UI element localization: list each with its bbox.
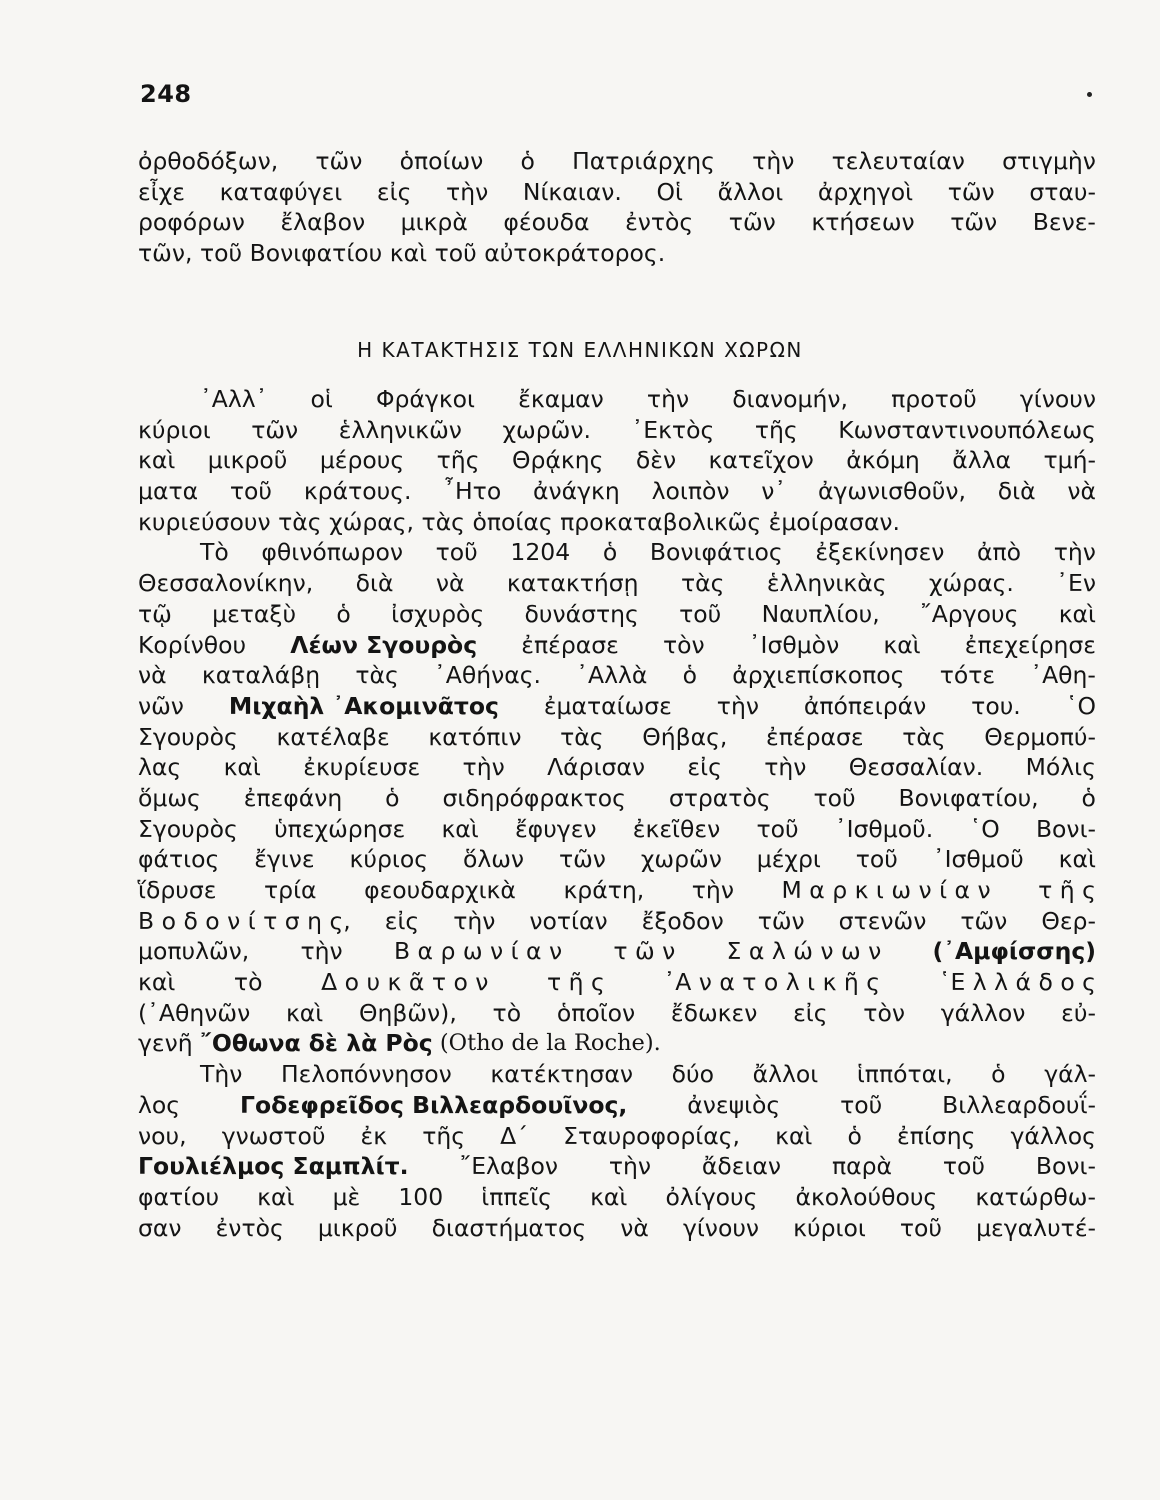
word: ἐξεκίνησεν: [815, 538, 945, 567]
word: ὁ: [991, 1060, 1006, 1089]
text-line: [138, 967, 1096, 998]
word: διανομήν,: [732, 385, 849, 413]
word: καὶ: [775, 1121, 813, 1150]
word: φεουδαρχικὰ: [364, 876, 516, 904]
word: ὅλων: [462, 845, 525, 874]
word: τοῦ: [840, 1090, 883, 1119]
word: τῷ: [138, 599, 172, 628]
word: Θηβῶν),: [358, 998, 457, 1027]
word: ὅμως: [138, 783, 201, 812]
word: ἄλλα: [952, 446, 1012, 475]
text-line: [138, 537, 1096, 568]
word: κατώρθω-: [975, 1182, 1096, 1211]
text-line: [138, 783, 1096, 814]
text-line: [138, 1059, 1096, 1090]
word: κυριεύσουν: [138, 507, 271, 536]
word: Θρᾴκης: [511, 446, 604, 475]
text-line: [138, 1121, 1096, 1152]
word: διὰ: [997, 477, 1036, 506]
word: ἄλλοι: [717, 177, 784, 206]
word: τὰς: [681, 569, 725, 598]
word: ὁποίων: [399, 147, 484, 175]
word: σταυ-: [1029, 177, 1096, 206]
word: Λάρισαν: [547, 753, 646, 782]
word: τελευταίαν: [831, 147, 965, 175]
word: ἄλλοι: [752, 1060, 819, 1089]
word: ᾿Ισθμὸν: [748, 630, 840, 659]
word: φατίου: [138, 1182, 220, 1211]
section-heading: Η ΚΑΤΑΚΤΗΣΙΣ ΤΩΝ ΕΛΛΗΝΙΚΩΝ ΧΩΡΩΝ: [357, 338, 803, 362]
word: Θήβας,: [642, 722, 728, 751]
word: ἄδειαν: [701, 1152, 782, 1181]
word: ἀρχιεπίσκοπος: [732, 661, 905, 690]
word: καὶ: [285, 998, 324, 1027]
word: νὰ: [435, 569, 465, 598]
word: τὴν: [716, 691, 759, 720]
word: καὶ: [1058, 845, 1096, 874]
word: φάτιος: [138, 845, 220, 874]
word: κατέκτησαν: [490, 1060, 633, 1089]
word: ἐπίσης: [897, 1121, 976, 1150]
word: Θερ-: [1041, 906, 1096, 935]
word: τοῦ: [899, 1213, 943, 1242]
word: ἐπέρασε: [766, 722, 864, 751]
word: τῶν: [757, 906, 805, 935]
word: καὶ: [590, 1182, 628, 1211]
word: κατέλαβε: [276, 722, 390, 751]
word: χώρας.: [928, 569, 1014, 598]
word: Σγουρὸς: [138, 722, 238, 751]
word: ᾿Εν: [1056, 569, 1096, 598]
word: στενῶν: [838, 906, 927, 935]
text-line: [138, 207, 1096, 238]
word: μεταξὺ: [212, 599, 297, 628]
word: ἐμοίρασαν.: [768, 507, 901, 536]
word: δύο: [671, 1060, 714, 1089]
word: Νίκαιαν.: [522, 177, 622, 206]
word: τότε: [939, 661, 996, 690]
word: τὴν: [608, 1152, 652, 1181]
word: σαν: [138, 1213, 182, 1242]
text-line: [138, 1182, 1096, 1213]
word: ᾿Αθήνας.: [434, 661, 542, 690]
word: Οἱ: [656, 177, 683, 206]
word: τὴν: [300, 937, 343, 966]
word: (Otho de la Roche).: [439, 1030, 661, 1057]
text-line: [138, 415, 1096, 446]
word: ῏Ητο: [443, 477, 502, 506]
word: κύριος: [349, 845, 429, 874]
word: τῶν: [558, 845, 606, 874]
word: Μ α ρ κ ι ω ν ί α ν: [781, 876, 991, 904]
word: λος: [138, 1090, 181, 1119]
word: Βονι-: [1035, 1152, 1096, 1181]
word: μικροῦ: [207, 446, 288, 475]
word: εἰς: [384, 906, 420, 935]
word: λας: [138, 753, 182, 782]
word: ῎Ελαβον: [459, 1152, 558, 1181]
word: μικρὰ: [400, 208, 468, 237]
word: καταφύγει: [219, 177, 343, 206]
text-line: [138, 384, 1096, 415]
word: νὰ: [1067, 477, 1096, 506]
word: κτήσεων: [811, 208, 915, 237]
word: τῆς: [754, 415, 798, 444]
word: ὁ: [1081, 783, 1096, 812]
word: τῆς: [436, 446, 480, 475]
word: μικροῦ: [317, 1213, 398, 1242]
word: (᾿Αθηνῶν: [138, 998, 251, 1027]
word: καὶ: [441, 814, 479, 843]
text-line: [138, 445, 1096, 476]
word: διαστήματος: [431, 1213, 587, 1242]
text-line: [138, 1151, 1096, 1182]
word: τ ῶ ν: [613, 937, 676, 966]
word: ἀπὸ: [977, 538, 1022, 567]
word: κατακτήσῃ: [506, 569, 639, 598]
word: τῶν: [960, 906, 1008, 935]
word: Τὸ: [200, 538, 229, 567]
word: κύριοι: [138, 415, 211, 444]
word: Β α ρ ω ν ί α ν: [393, 937, 563, 966]
word: ἀπόπειράν: [803, 691, 927, 720]
word: του.: [971, 691, 1021, 720]
word: εἰς: [687, 753, 722, 782]
word: μεγαλυτέ-: [976, 1213, 1096, 1242]
bold-name: (᾿Αμφίσσης): [932, 937, 1096, 966]
word: Τὴν: [200, 1060, 243, 1089]
word: ἐκεῖθεν: [632, 814, 721, 843]
word: τοῦ: [855, 845, 898, 874]
word: γάλ-: [1044, 1060, 1096, 1089]
word: καὶ: [389, 239, 428, 268]
text-line: [138, 906, 1096, 937]
bold-name: Μιχαὴλ ᾿Ακομινᾶτος: [228, 691, 499, 720]
word: ὁποίας: [472, 507, 553, 536]
word: μέχρι: [756, 845, 821, 874]
word: τὸν: [662, 630, 705, 659]
word: προτοῦ: [891, 385, 977, 413]
word: ἀκόμη: [846, 446, 920, 475]
text-line: [138, 1213, 1096, 1244]
word: Φράγκοι: [376, 385, 476, 413]
word: τὸν: [863, 998, 905, 1027]
word: γενῆ: [138, 1029, 193, 1058]
text-line: [138, 476, 1096, 507]
word: γνωστοῦ: [221, 1121, 326, 1150]
word: ἔλαβον: [280, 208, 366, 237]
word: Δ΄: [500, 1121, 528, 1150]
word: τῆς: [422, 1121, 466, 1150]
word: ἐπεχείρησε: [964, 630, 1096, 659]
text-line: [138, 691, 1096, 722]
word: παρὰ: [831, 1152, 892, 1181]
word: τὰς: [278, 507, 322, 536]
word: Θερμοπύ-: [984, 722, 1096, 751]
word: τὰς: [560, 722, 604, 751]
word: νὰ: [620, 1213, 649, 1242]
word: 100: [398, 1182, 444, 1211]
word: ἰσχυρὸς: [391, 599, 485, 628]
word: τῶν: [947, 177, 995, 206]
word: τὴν: [691, 876, 734, 904]
word: ἀνεψιὸς: [687, 1090, 781, 1119]
word: Σταυροφορίας,: [563, 1121, 740, 1150]
text-line: [138, 177, 1096, 208]
text-line: [138, 599, 1096, 630]
text-line: [138, 936, 1096, 967]
word: νῶν: [138, 691, 184, 720]
word: Κορίνθου: [138, 630, 247, 659]
word: ᾿Ισθμοῦ.: [834, 814, 934, 843]
word: Βονιφατίου,: [898, 783, 1039, 812]
word: τὴν: [646, 385, 690, 413]
text-line: [138, 238, 1096, 269]
word: ἀρχηγοὶ: [817, 177, 914, 206]
word: ᾿Εκτὸς: [631, 415, 715, 444]
word: εἰς: [376, 177, 412, 206]
word: τῶν,: [138, 239, 193, 268]
word: φθινόπωρον: [261, 538, 403, 567]
word: χώρας,: [329, 507, 415, 536]
word: Βονιφατίου: [249, 239, 383, 268]
word: τμή-: [1043, 446, 1096, 475]
word: ᾿Ισθμοῦ: [932, 845, 1024, 874]
word: ὁ: [385, 783, 400, 812]
word: τῶν: [315, 147, 363, 175]
word: ἔφυγεν: [514, 814, 597, 843]
text-line: [138, 1028, 1096, 1059]
word: τὴν: [462, 753, 505, 782]
word: ὁ: [520, 147, 535, 175]
page-number: 248: [140, 80, 192, 108]
word: ᾿Αλλὰ: [576, 661, 648, 690]
bold-name: Γοδεφρεῖδος Βιλλεαρδουῖνος,: [239, 1090, 628, 1119]
word: ῾Ε λ λ ά δ ο ς: [938, 968, 1096, 997]
word: κύριοι: [793, 1213, 866, 1242]
word: στρατὸς: [668, 783, 771, 812]
word: καταλάβῃ: [201, 661, 321, 690]
word: ἔκαμαν: [518, 385, 604, 413]
word: κατεῖχον: [708, 446, 814, 475]
word: ἱππόται,: [856, 1060, 953, 1089]
word: ὑπεχώρησε: [274, 814, 406, 843]
text-line: [138, 507, 1096, 538]
word: νὰ: [138, 661, 167, 690]
word: ν᾿: [761, 477, 787, 506]
text-line: [138, 752, 1096, 783]
word: τοῦ: [199, 239, 243, 268]
word: μοπυλῶν,: [138, 937, 250, 966]
word: 1204: [510, 538, 571, 567]
bold-name: Γουλιέλμος Σαμπλίτ.: [138, 1152, 409, 1181]
word: γίνουν: [1019, 385, 1096, 413]
word: εὐ-: [1061, 998, 1096, 1027]
print-speck: [1087, 92, 1092, 97]
word: Μόλις: [1025, 753, 1096, 782]
word: τὰς: [421, 507, 465, 536]
word: Σγουρὸς: [138, 814, 238, 843]
word: Θεσσαλονίκην,: [138, 569, 314, 598]
word: ἐντὸς: [625, 208, 694, 237]
word: Ναυπλίου,: [761, 599, 880, 628]
word: Βονι-: [1035, 814, 1096, 843]
word: μέρους: [319, 446, 405, 475]
bold-name: Λέων Σγουρὸς: [290, 630, 478, 659]
word: ᾿Αθη-: [1030, 661, 1096, 690]
word: ἐκυρίευσε: [303, 753, 421, 782]
word: καὶ: [883, 630, 921, 659]
word: ἵδρυσε: [138, 876, 217, 904]
word: ὀλίγους: [665, 1182, 758, 1211]
word: ροφόρων: [138, 208, 245, 237]
word: Σ α λ ώ ν ω ν: [726, 937, 882, 966]
word: διὰ: [355, 569, 394, 598]
word: τὸ: [233, 968, 263, 997]
word: ᾿Αλλ᾿: [200, 385, 268, 413]
text-line: [138, 630, 1096, 661]
word: τῶν: [728, 208, 776, 237]
word: τὴν: [453, 906, 496, 935]
word: ὁ: [847, 1121, 862, 1150]
word: ὁ: [682, 661, 698, 690]
word: κατόπιν: [428, 722, 522, 751]
text-line: [138, 998, 1096, 1029]
word: ἐκ: [360, 1121, 388, 1150]
word: καὶ: [138, 968, 176, 997]
word: ἑλληνικῶν: [338, 415, 462, 444]
word: χωρῶν: [640, 845, 722, 874]
word: ἐματαίωσε: [543, 691, 672, 720]
word: τοῦ: [942, 1152, 985, 1181]
word: τῶν: [251, 415, 299, 444]
word: Β ο δ ο ν ί τ σ η ς,: [138, 906, 351, 935]
word: ὁ: [602, 538, 618, 567]
word: τ ῆ ς: [1038, 876, 1096, 904]
word: τῶν: [950, 208, 998, 237]
word: Βιλλεαρδουΐ-: [942, 1090, 1096, 1119]
intro-paragraph: [138, 146, 1096, 269]
word: γίνουν: [682, 1213, 760, 1242]
word: Πατριάρχης: [572, 147, 715, 175]
word: καὶ: [138, 446, 176, 475]
word: καὶ: [1058, 599, 1096, 628]
word: στιγμὴν: [1002, 147, 1096, 175]
word: αὐτοκράτορος.: [484, 239, 666, 268]
word: τοῦ: [679, 599, 722, 628]
text-line: [138, 875, 1096, 906]
word: δυνάστης: [524, 599, 639, 628]
word: τοῦ: [229, 477, 273, 506]
word: προκαταβολικῶς: [560, 507, 762, 536]
word: νοτίαν: [529, 906, 608, 935]
word: τ ῆ ς: [547, 968, 605, 997]
word: Βενε-: [1032, 208, 1096, 237]
word: τοῦ: [435, 538, 478, 567]
word: σιδηρόφρακτος: [442, 783, 626, 812]
word: τοῦ: [756, 814, 799, 843]
text-line: [138, 1090, 1096, 1121]
text-line: [138, 568, 1096, 599]
word: ἐντὸς: [215, 1213, 284, 1242]
word: Κωνσταντινουπόλεως: [838, 415, 1096, 444]
word: ματα: [138, 477, 199, 506]
word: τὰς: [902, 722, 946, 751]
word: ῾Ο: [1065, 691, 1096, 720]
word: τὴν: [752, 147, 795, 175]
word: Θεσσαλίαν.: [848, 753, 984, 782]
word: ἐπέρασε: [521, 630, 619, 659]
word: τοῦ: [434, 239, 477, 268]
word: ἔγινε: [254, 845, 315, 874]
word: μὲ: [332, 1182, 361, 1211]
word: δὲν: [635, 446, 677, 475]
word: χωρῶν.: [502, 415, 591, 444]
word: ἐπεφάνη: [243, 783, 343, 812]
word: τὴν: [764, 753, 807, 782]
word: ῾Ο: [969, 814, 1000, 843]
word: τὴν: [1053, 538, 1096, 567]
word: ἀνάγκη: [533, 477, 620, 506]
word: ἔδωκεν: [670, 998, 758, 1027]
word: τρία: [264, 876, 317, 904]
text-line: [138, 814, 1096, 845]
word: ἀκολούθους: [795, 1182, 938, 1211]
word: κράτη,: [563, 876, 645, 904]
word: καὶ: [257, 1182, 295, 1211]
word: ὁποῖον: [556, 998, 636, 1027]
section-body: [138, 384, 1096, 1243]
word: εἶχε: [138, 177, 185, 206]
word: Βονιφάτιος: [649, 538, 783, 567]
word: ᾿Α ν α τ ο λ ι κ ῆ ς: [663, 968, 881, 997]
text-line: [138, 660, 1096, 691]
bold-name: ῎Οθωνα δὲ λὰ Ρὸς: [200, 1029, 433, 1058]
word: τοῦ: [813, 783, 856, 812]
word: νου,: [138, 1121, 187, 1150]
word: τὴν: [446, 177, 489, 206]
text-line: [138, 722, 1096, 753]
word: ἀγωνισθοῦν,: [817, 477, 966, 506]
word: ὁ: [336, 599, 351, 628]
word: φέουδα: [503, 208, 590, 237]
word: τὰς: [355, 661, 399, 690]
word: Δ ο υ κ ᾶ τ ο ν: [321, 968, 489, 997]
word: ἑλληνικὰς: [766, 569, 887, 598]
word: τὸ: [492, 998, 522, 1027]
word: οἱ: [310, 385, 333, 413]
text-line: [138, 146, 1096, 177]
word: καὶ: [223, 753, 261, 782]
word: Πελοπόννησον: [281, 1060, 452, 1089]
word: ἔξοδον: [641, 906, 724, 935]
word: κράτους.: [303, 477, 412, 506]
word: γάλλον: [940, 998, 1026, 1027]
word: εἰς: [793, 998, 828, 1027]
word: ῎Αργους: [919, 599, 1019, 628]
text-line: [138, 844, 1096, 875]
word: γάλλος: [1010, 1121, 1096, 1150]
word: ἱππεῖς: [481, 1182, 552, 1211]
word: ὀρθοδόξων,: [138, 147, 279, 175]
word: λοιπὸν: [651, 477, 730, 506]
